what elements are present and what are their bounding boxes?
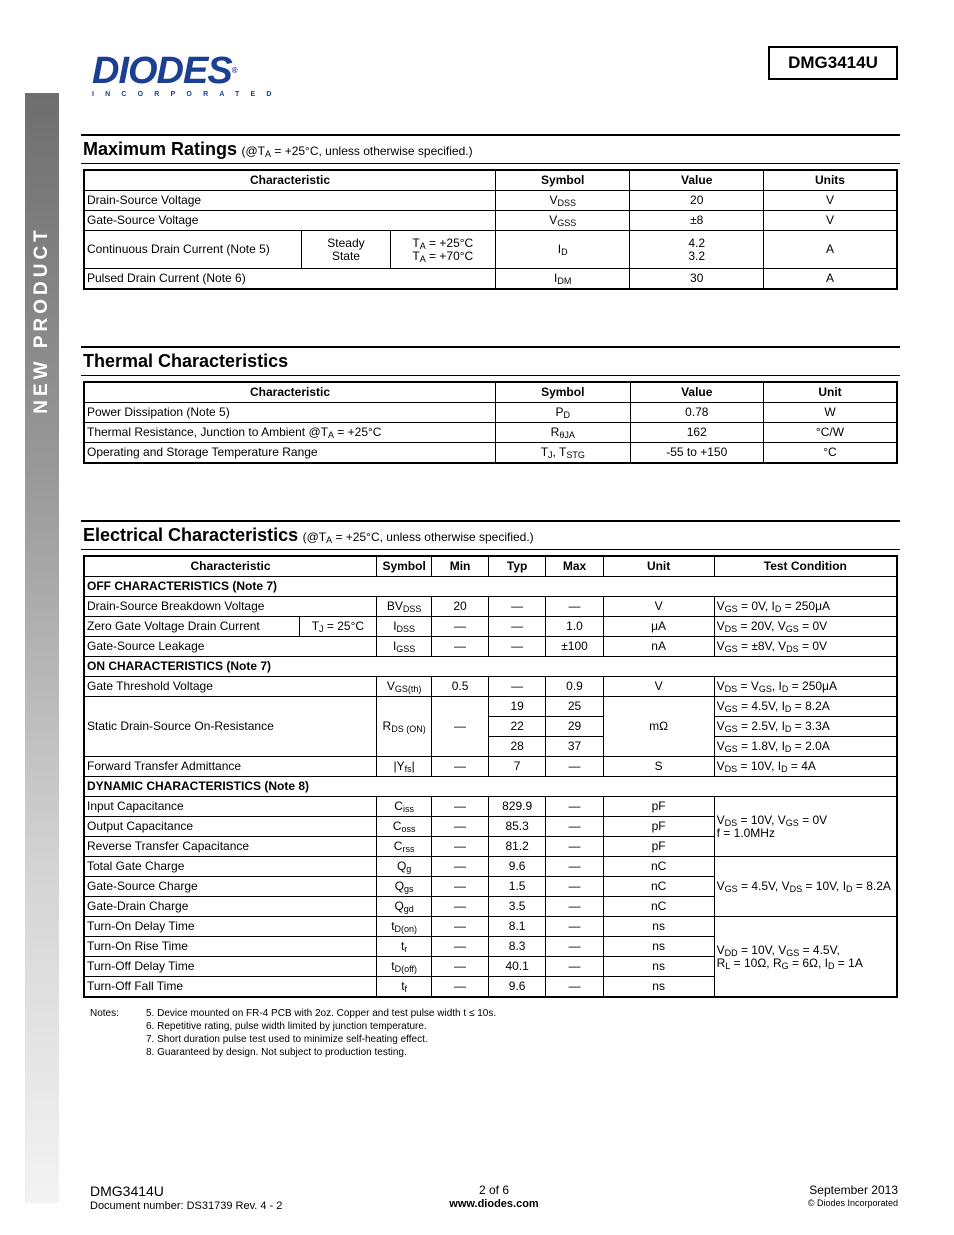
table-cell: $V_{GS} = 2.5V$, $I_D = 3.3A$ [714,717,897,737]
table-cell: $t_f$ [377,977,432,998]
table-cell: $T_J = 25^\circ C$ [299,617,376,637]
table-cell: 37 [546,737,603,757]
max-ratings-table [83,169,898,290]
footer-date: September 2013 [809,1183,898,1197]
table-cell: $C_{rss}$ [377,837,432,857]
table-cell: — [546,597,603,617]
table-cell: Drain-Source Breakdown Voltage [84,597,377,617]
table-cell: — [432,917,489,937]
table-cell: Reverse Transfer Capacitance [84,837,377,857]
table-header-row: Characteristic Symbol Value Unit [84,382,897,403]
table-cell: — [432,937,489,957]
table-cell: $t_{D(on)}$ [377,917,432,937]
table-cell: μA [603,617,714,637]
table-cell: $V_{GS} = 1.8V$, $I_D = 2.0A$ [714,737,897,757]
table-cell: 40.1 [488,957,546,977]
table-header-row [84,556,897,577]
table-cell: — [546,917,603,937]
table-row [84,677,897,697]
table-cell: Gate-Source Leakage [84,637,377,657]
table-cell: $V_{DD} = 10V$, $V_{GS} = 4.5V$, $R_L = 10\Omega$, $R_G = 6\Omega$, $I_D = 1A$ [714,917,897,998]
table-cell: — [488,597,546,617]
footer-doc: Document number: DS31739 Rev. 4 - 2 [90,1200,283,1212]
table-cell: 8.1 [488,917,546,937]
table-cell: $I_{GSS}$ [377,637,432,657]
table-cell: 1.0 [546,617,603,637]
footer-page: 2 of 6 [478,1183,510,1197]
table-cell: 3.5 [488,897,546,917]
table-cell: $C_{oss}$ [377,817,432,837]
table-cell: $V_{DS} = 10V$, $I_D = 4A$ [714,757,897,777]
table-cell: — [432,637,489,657]
table-cell: 29 [546,717,603,737]
table-row [84,597,897,617]
table-cell: $Q_{gs}$ [377,877,432,897]
table-cell: Static Drain-Source On-Resistance [84,697,377,757]
table-header-row: Characteristic Symbol Value Units [84,170,897,191]
table-row [84,917,897,937]
table-cell: $Q_g$ [377,857,432,877]
footer-copyright: © Diodes Incorporated [807,1198,898,1208]
footer-right [808,1183,898,1208]
section-row [84,777,897,797]
table-cell: $V_{GS} = 4.5V$, $V_{DS} = 10V$, $I_D = 8.2A$ [714,857,897,917]
table-row: Thermal Resistance, Junction to Ambient $@T_A = +25^\circ C$ $R_{\theta JA}$ 162 °C/W [84,423,897,443]
part-number-box [768,46,898,80]
table-cell: 22 [488,717,546,737]
table-cell: $BV_{DSS}$ [377,597,432,617]
table-cell: Total Gate Charge [84,857,377,877]
table-cell: 9.6 [488,977,546,998]
footer-center [394,1183,594,1210]
table-cell: — [432,757,489,777]
thermal-title: Thermal Characteristics [83,351,289,371]
table-cell: Test Condition [714,556,897,577]
notes [90,1007,496,1059]
table-cell: — [546,837,603,857]
table-cell: — [546,977,603,998]
table-cell: $t_r$ [377,937,432,957]
table-cell: Turn-Off Fall Time [84,977,377,998]
footer-left [90,1183,282,1212]
table-cell: — [432,837,489,857]
table-cell: Max [546,556,603,577]
table-cell: Gate Threshold Voltage [84,677,377,697]
thermal-heading [81,346,900,376]
table-cell: — [488,677,546,697]
table-cell: — [488,617,546,637]
section-off: OFF CHARACTERISTICS (Note 7) [84,577,897,597]
notes-label: Notes: [90,1008,119,1019]
logo-word: DIODES [92,50,232,92]
table-cell: pF [603,797,714,817]
table-cell: $t_{D(off)}$ [377,957,432,977]
table-row: Continuous Drain Current (Note 5) Steady State $T_A = +25^\circ C$ $T_A = +70^\circ C$ $I_D$ 4.2 3.2 A [84,231,897,269]
table-cell: — [432,817,489,837]
table-cell: — [546,797,603,817]
table-cell: S [603,757,714,777]
table-cell: 829.9 [488,797,546,817]
table-cell: — [432,877,489,897]
table-cell: ns [603,937,714,957]
table-cell: Typ [488,556,546,577]
table-cell: nC [603,897,714,917]
table-cell: — [432,857,489,877]
table-row: Power Dissipation (Note 5) $P_D$ 0.78 W [84,403,897,423]
table-cell: ns [603,977,714,998]
note-item: 7. Short duration pulse test used to minimize self-heating effect. [146,1034,428,1045]
table-cell: $|Y_{fs}|$ [377,757,432,777]
table-cell: pF [603,817,714,837]
table-cell: 7 [488,757,546,777]
table-cell: Unit [603,556,714,577]
table-cell: Gate-Drain Charge [84,897,377,917]
table-cell: 20 [432,597,489,617]
table-cell: ±100 [546,637,603,657]
table-cell: $V_{GS} = \pm 8V$, $V_{DS} = 0V$ [714,637,897,657]
table-cell: — [546,897,603,917]
table-cell: $V_{DS} = 10V$, $V_{GS} = 0V$ f = 1.0MHz [714,797,897,857]
table-cell: Input Capacitance [84,797,377,817]
table-cell: Symbol [377,556,432,577]
table-row [84,697,897,717]
table-cell: — [546,957,603,977]
table-cell: Characteristic [84,556,377,577]
table-cell: V [603,597,714,617]
table-cell: 8.3 [488,937,546,957]
table-row: Pulsed Drain Current (Note 6) $I_{DM}$ 30 A [84,269,897,290]
table-cell: Forward Transfer Admittance [84,757,377,777]
table-cell: $V_{GS} = 0V$, $I_D = 250\mu A$ [714,597,897,617]
table-cell: Turn-Off Delay Time [84,957,377,977]
section-on: ON CHARACTERISTICS (Note 7) [84,657,897,677]
table-cell: 28 [488,737,546,757]
table-cell: — [546,757,603,777]
table-cell: — [546,937,603,957]
table-cell: — [488,637,546,657]
table-cell: 19 [488,697,546,717]
table-row [84,637,897,657]
section-row [84,577,897,597]
table-cell: — [432,957,489,977]
electrical-heading [81,520,900,550]
table-row [84,757,897,777]
table-cell: $V_{DS} = 20V$, $V_{GS} = 0V$ [714,617,897,637]
table-cell: $I_{DSS}$ [377,617,432,637]
table-row: Drain-Source Voltage $V_{DSS}$ 20 V [84,191,897,211]
table-cell: $C_{iss}$ [377,797,432,817]
footer-part: DMG3414U [90,1183,164,1199]
table-cell: Gate-Source Charge [84,877,377,897]
table-cell: Min [432,556,489,577]
table-cell: — [546,857,603,877]
table-row: Operating and Storage Temperature Range $T_J$, $T_{STG}$ -55 to +150 °C [84,443,897,464]
table-cell: 0.9 [546,677,603,697]
table-cell: $V_{GS(th)}$ [377,677,432,697]
table-cell: V [603,677,714,697]
table-cell: Zero Gate Voltage Drain Current [84,617,299,637]
table-cell: $R_{DS (ON)}$ [377,697,432,757]
table-cell: — [546,877,603,897]
table-cell: nC [603,857,714,877]
thermal-table [83,381,898,464]
note-item: 8. Guaranteed by design. Not subject to production testing. [146,1047,407,1058]
table-cell: — [546,817,603,837]
table-cell: — [432,697,489,757]
table-cell: 81.2 [488,837,546,857]
logo-subtext: INCORPORATED [92,91,283,98]
table-cell: 0.5 [432,677,489,697]
part-number: DMG3414U [788,53,878,72]
electrical-condition: ($@T_A = +25^\circ C$, unless otherwise specified.) [302,530,534,545]
table-cell: Turn-On Rise Time [84,937,377,957]
note-item: 6. Repetitive rating, pulse width limited by junction temperature. [146,1021,427,1032]
table-cell: Turn-On Delay Time [84,917,377,937]
electrical-title: Electrical Characteristics [83,525,299,545]
sidebar-label: NEW PRODUCT [31,226,52,414]
table-cell: — [432,617,489,637]
table-cell: — [432,897,489,917]
table-cell: $V_{DS} = V_{GS}$, $I_D = 250\mu A$ [714,677,897,697]
table-cell: 1.5 [488,877,546,897]
max-ratings-title: Maximum Ratings [83,139,238,159]
table-row [84,857,897,877]
table-cell: Output Capacitance [84,817,377,837]
max-ratings-condition: ($@T_A = +25^\circ C$, unless otherwise specified.) [241,144,473,159]
table-cell: $Q_{gd}$ [377,897,432,917]
max-ratings-heading [81,134,900,164]
table-cell: 9.6 [488,857,546,877]
section-row [84,657,897,677]
table-cell: 25 [546,697,603,717]
table-cell: ns [603,917,714,937]
table-row [84,617,897,637]
table-cell: ns [603,957,714,977]
section-dynamic: DYNAMIC CHARACTERISTICS (Note 8) [84,777,897,797]
table-cell: 85.3 [488,817,546,837]
logo-registered: ® [231,66,237,75]
electrical-table [83,555,898,998]
table-cell: pF [603,837,714,857]
footer-url[interactable]: www.diodes.com [449,1198,539,1210]
table-cell: $V_{GS} = 4.5V$, $I_D = 8.2A$ [714,697,897,717]
table-cell: — [432,977,489,998]
diodes-logo [92,52,283,98]
table-row: Gate-Source Voltage $V_{GSS}$ ±8 V [84,211,897,231]
table-cell: — [432,797,489,817]
table-row [84,797,897,817]
note-item: 5. Device mounted on FR-4 PCB with 2oz. Copper and test pulse width t ≤ 10s. [146,1008,497,1019]
table-cell: nA [603,637,714,657]
table-cell: nC [603,877,714,897]
table-cell: mΩ [603,697,714,757]
